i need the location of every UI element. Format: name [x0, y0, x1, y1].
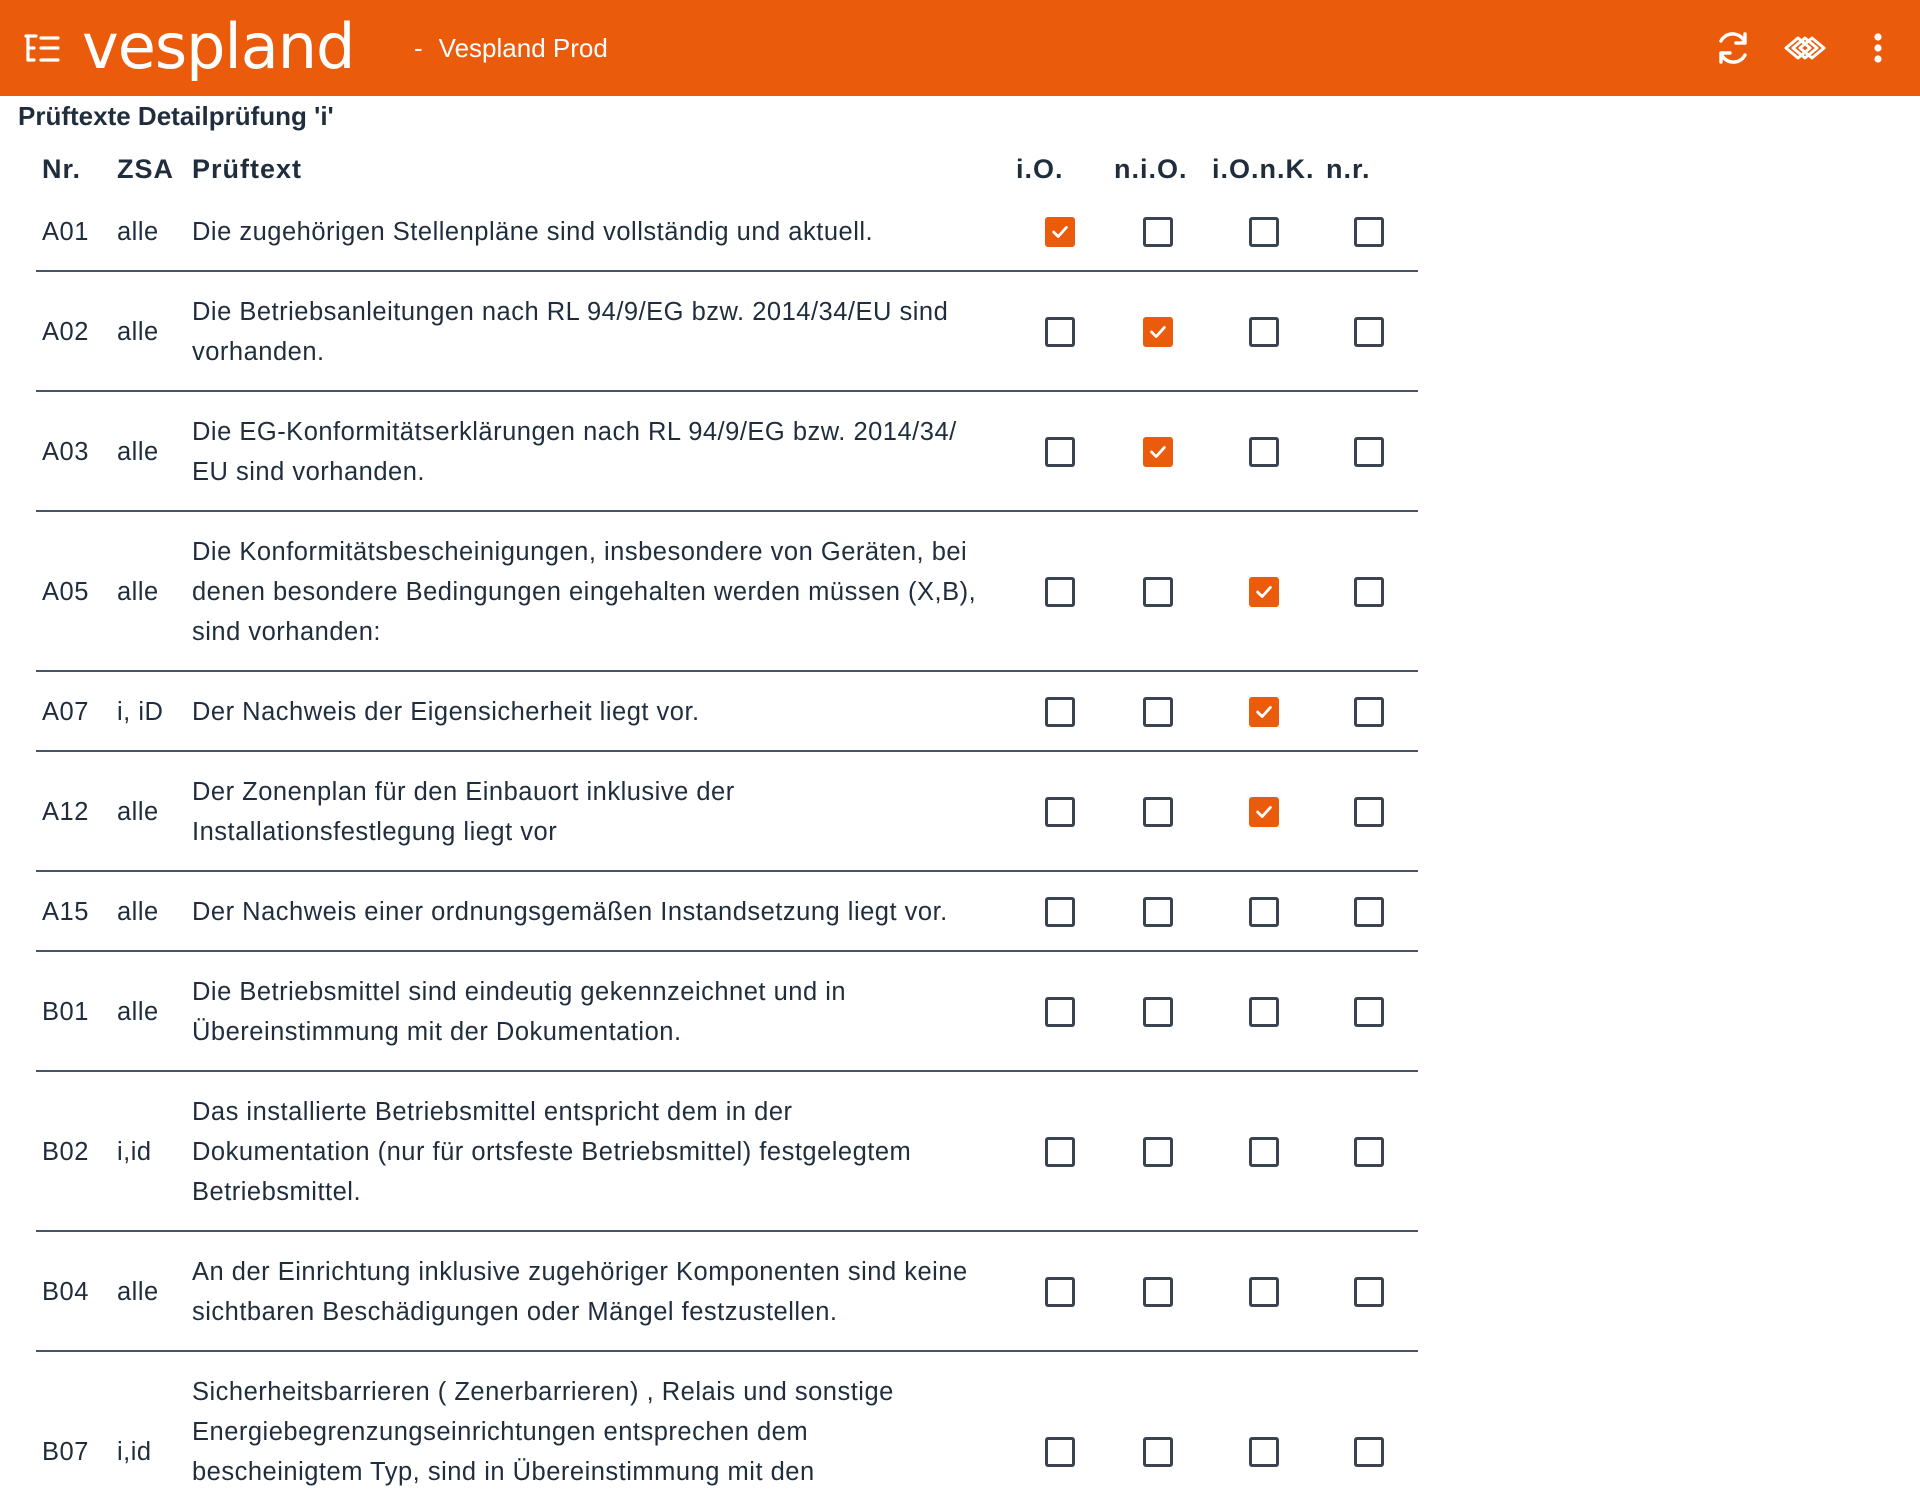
checkbox-nr[interactable] — [1354, 577, 1384, 607]
checkbox-nio[interactable] — [1143, 1437, 1173, 1467]
prueftext-line: Die Betriebsanleitungen nach RL 94/9/EG bzw. 2014/34/EU sind — [192, 298, 949, 326]
checkbox-nr[interactable] — [1354, 1437, 1384, 1467]
row-zsa: i, iD — [117, 698, 164, 726]
prueftext-line: Der Nachweis einer ordnungsgemäßen Instandsetzung liegt vor. — [192, 898, 948, 926]
checkbox-ionk[interactable] — [1249, 317, 1279, 347]
row-number: A12 — [42, 798, 89, 826]
row-number: A15 — [42, 898, 89, 926]
checkbox-io[interactable] — [1045, 797, 1075, 827]
checkbox-ionk[interactable] — [1249, 577, 1279, 607]
checkbox-io[interactable] — [1045, 1437, 1075, 1467]
row-number: A01 — [42, 218, 89, 246]
prueftext-line: Die EG-Konformitätserklärungen nach RL 94/9/EG bzw. 2014/34/ — [192, 418, 957, 446]
checkmark-icon — [1147, 321, 1169, 343]
row-prueftext — [192, 1092, 1042, 1212]
checklist-table — [36, 146, 1418, 1492]
prueftext-line: Die Konformitätsbescheinigungen, insbesondere von Geräten, bei — [192, 538, 968, 566]
prueftext-line: Dokumentation (nur für ortsfeste Betriebsmittel) festgelegtem — [192, 1138, 912, 1166]
checkmark-icon — [1049, 221, 1071, 243]
table-row — [36, 512, 1418, 672]
checkbox-io[interactable] — [1045, 437, 1075, 467]
prueftext-line: Übereinstimmung mit der Dokumentation. — [192, 1018, 682, 1046]
row-prueftext — [192, 772, 1042, 852]
row-prueftext — [192, 692, 1042, 732]
row-number: B04 — [42, 1278, 89, 1306]
checkbox-io[interactable] — [1045, 317, 1075, 347]
table-row — [36, 192, 1418, 272]
checkbox-nr[interactable] — [1354, 997, 1384, 1027]
table-body — [36, 192, 1418, 1492]
checkmark-icon — [1253, 581, 1275, 603]
row-zsa: alle — [117, 798, 159, 826]
checkbox-nio[interactable] — [1143, 1277, 1173, 1307]
prueftext-line: sichtbaren Beschädigungen oder Mängel festzustellen. — [192, 1298, 838, 1326]
row-prueftext — [192, 292, 1042, 372]
row-prueftext — [192, 1372, 1042, 1492]
checkbox-ionk[interactable] — [1249, 1137, 1279, 1167]
prueftext-line: Energiebegrenzungseinrichtungen entsprechen dem — [192, 1418, 809, 1446]
row-zsa: alle — [117, 438, 159, 466]
table-row — [36, 1352, 1418, 1492]
prueftext-line: bescheinigtem Typ, sind in Übereinstimmung mit den — [192, 1458, 815, 1486]
checkbox-ionk[interactable] — [1249, 697, 1279, 727]
vespland-logo: vespland — [82, 10, 355, 83]
checkbox-nr[interactable] — [1354, 897, 1384, 927]
prueftext-line: Die Betriebsmittel sind eindeutig gekennzeichnet und in — [192, 978, 847, 1006]
checkbox-ionk[interactable] — [1249, 797, 1279, 827]
checkbox-nio[interactable] — [1143, 697, 1173, 727]
checkbox-nr[interactable] — [1354, 437, 1384, 467]
prueftext-line: Der Nachweis der Eigensicherheit liegt vor. — [192, 698, 700, 726]
checkbox-ionk[interactable] — [1249, 1437, 1279, 1467]
table-row — [36, 952, 1418, 1072]
sync-icon[interactable] — [1711, 26, 1755, 70]
table-row — [36, 272, 1418, 392]
row-zsa: i,id — [117, 1138, 152, 1166]
checkbox-nio[interactable] — [1143, 997, 1173, 1027]
row-zsa: alle — [117, 898, 159, 926]
env-separator: - — [414, 33, 423, 63]
row-zsa: i,id — [117, 1438, 152, 1466]
checkbox-nio[interactable] — [1143, 317, 1173, 347]
row-prueftext — [192, 412, 1042, 492]
prueftext-line: Sicherheitsbarrieren ( Zenerbarrieren) , Relais und sonstige — [192, 1378, 894, 1406]
row-zsa: alle — [117, 578, 159, 606]
checkbox-ionk[interactable] — [1249, 217, 1279, 247]
checkbox-nr[interactable] — [1354, 317, 1384, 347]
checkbox-ionk[interactable] — [1249, 1277, 1279, 1307]
checkbox-nio[interactable] — [1143, 577, 1173, 607]
checkbox-nr[interactable] — [1354, 1277, 1384, 1307]
env-name: Vespland Prod — [438, 33, 608, 63]
checkbox-ionk[interactable] — [1249, 897, 1279, 927]
tree-menu-icon[interactable] — [20, 28, 64, 68]
checkmark-icon — [1253, 701, 1275, 723]
prueftext-line: Der Zonenplan für den Einbauort inklusive der — [192, 778, 735, 806]
row-number: A07 — [42, 698, 89, 726]
row-zsa: alle — [117, 998, 159, 1026]
prueftext-line: sind vorhanden: — [192, 618, 381, 646]
row-number: A03 — [42, 438, 89, 466]
checkbox-nio[interactable] — [1143, 797, 1173, 827]
checkbox-ionk[interactable] — [1249, 437, 1279, 467]
table-row — [36, 392, 1418, 512]
table-row — [36, 1072, 1418, 1232]
checkbox-ionk[interactable] — [1249, 997, 1279, 1027]
header-nr: Nr. — [42, 154, 82, 184]
checkbox-nio[interactable] — [1143, 217, 1173, 247]
checkbox-io[interactable] — [1045, 997, 1075, 1027]
row-zsa: alle — [117, 1278, 159, 1306]
checkbox-io[interactable] — [1045, 217, 1075, 247]
header-prueftext: Prüftext — [192, 154, 303, 184]
checkbox-nr[interactable] — [1354, 217, 1384, 247]
table-header — [36, 146, 1418, 192]
app-bar — [0, 0, 1920, 96]
checkbox-nio[interactable] — [1143, 1137, 1173, 1167]
header-io: i.O. — [1016, 154, 1064, 184]
row-prueftext — [192, 892, 1042, 932]
checkmark-icon — [1253, 801, 1275, 823]
row-number: B01 — [42, 998, 89, 1026]
table-row — [36, 1232, 1418, 1352]
prueftext-line: An der Einrichtung inklusive zugehöriger Komponenten sind keine — [192, 1258, 968, 1286]
checkmark-icon — [1147, 441, 1169, 463]
prueftext-line: vorhanden. — [192, 338, 325, 366]
layers-icon[interactable] — [1783, 26, 1827, 70]
row-zsa: alle — [117, 218, 159, 246]
row-prueftext — [192, 532, 1042, 652]
checkbox-io[interactable] — [1045, 1277, 1075, 1307]
checkbox-nio[interactable] — [1143, 437, 1173, 467]
header-ionk: i.O.n.K. — [1212, 154, 1315, 184]
row-prueftext — [192, 1252, 1042, 1332]
checkbox-io[interactable] — [1045, 897, 1075, 927]
environment-label — [414, 31, 608, 65]
prueftext-line: denen besondere Bedingungen eingehalten werden müssen (X,B), — [192, 578, 977, 606]
table-row — [36, 672, 1418, 752]
checkbox-nr[interactable] — [1354, 697, 1384, 727]
checkbox-nio[interactable] — [1143, 897, 1173, 927]
table-row — [36, 752, 1418, 872]
checkbox-io[interactable] — [1045, 577, 1075, 607]
checkbox-io[interactable] — [1045, 1137, 1075, 1167]
header-nr-not-relevant: n.r. — [1326, 154, 1371, 184]
prueftext-line: Das installierte Betriebsmittel entspricht dem in der — [192, 1098, 793, 1126]
row-zsa: alle — [117, 318, 159, 346]
row-number: A05 — [42, 578, 89, 606]
row-prueftext — [192, 212, 1042, 252]
checkbox-io[interactable] — [1045, 697, 1075, 727]
section-title: Prüftexte Detailprüfung 'i' — [18, 101, 334, 131]
prueftext-line: Die zugehörigen Stellenpläne sind vollständig und aktuell. — [192, 218, 874, 246]
more-vertical-icon[interactable] — [1856, 26, 1900, 70]
prueftext-line: EU sind vorhanden. — [192, 458, 425, 486]
prueftext-line: Betriebsmittel. — [192, 1178, 362, 1206]
header-zsa: ZSA — [117, 154, 174, 184]
row-number: B02 — [42, 1138, 89, 1166]
row-prueftext — [192, 972, 1042, 1052]
row-number: B07 — [42, 1438, 89, 1466]
checkbox-nr[interactable] — [1354, 797, 1384, 827]
prueftext-line: Installationsfestlegung liegt vor — [192, 818, 558, 846]
row-number: A02 — [42, 318, 89, 346]
header-nio: n.i.O. — [1114, 154, 1188, 184]
checkbox-nr[interactable] — [1354, 1137, 1384, 1167]
table-row — [36, 872, 1418, 952]
